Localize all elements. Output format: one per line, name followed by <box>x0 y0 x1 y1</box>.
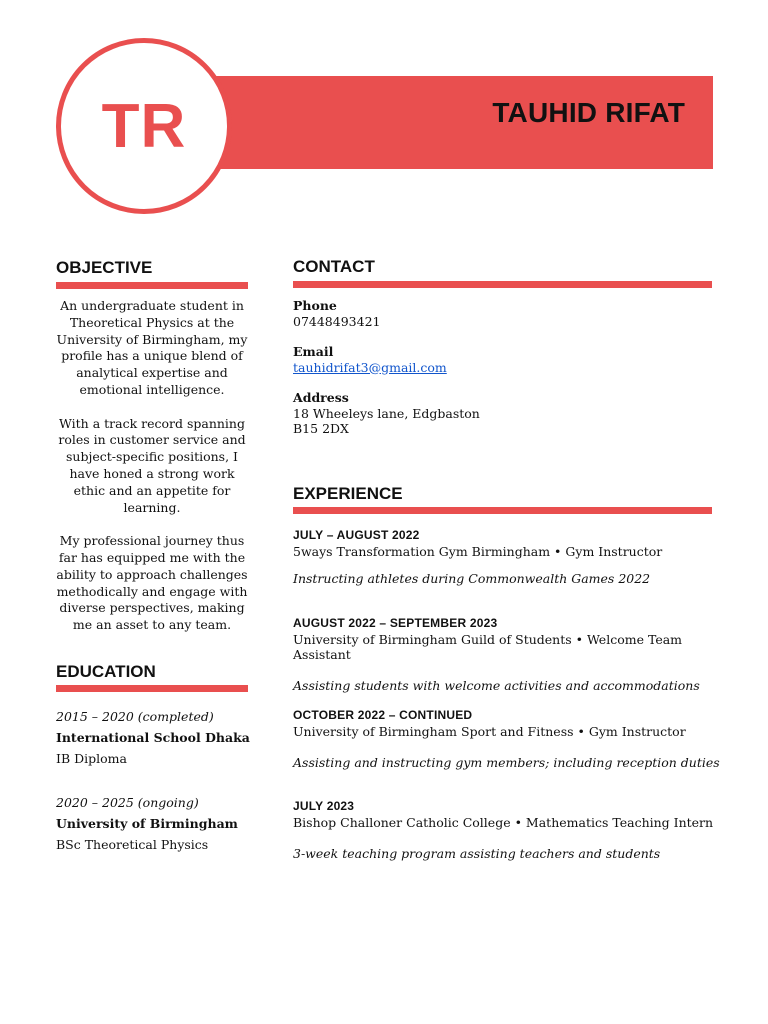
experience-role: Bishop Challoner Catholic College • Mathematics Teaching Intern <box>293 815 714 830</box>
experience-heading: EXPERIENCE <box>293 484 403 503</box>
full-name: TAUHID RIFAT <box>492 97 685 128</box>
contact-phone <box>293 298 713 329</box>
experience-rule <box>293 507 712 514</box>
contact-rule <box>293 281 712 288</box>
education-school: International School Dhaka <box>56 730 250 745</box>
email-label: Email <box>293 344 334 359</box>
experience-dates: JULY 2023 <box>293 799 355 813</box>
contact-email <box>293 344 713 375</box>
experience-description: Assisting students with welcome activities and accommodations <box>293 678 700 693</box>
education-rule <box>56 685 248 692</box>
objective-heading: OBJECTIVE <box>56 258 153 277</box>
email-link[interactable]: tauhidrifat3@gmail.com <box>293 359 447 375</box>
education-period: 2015 – 2020 (completed) <box>56 709 214 724</box>
education-heading: EDUCATION <box>56 662 156 681</box>
experience-description: 3-week teaching program assisting teachers and students <box>293 846 661 861</box>
monogram-badge <box>56 38 232 214</box>
experience-description: Instructing athletes during Commonwealth Games 2022 <box>293 571 651 586</box>
experience-dates: JULY – AUGUST 2022 <box>293 528 420 542</box>
objective-rule <box>56 282 248 289</box>
experience-role: 5ways Transformation Gym Birmingham • Gym Instructor <box>293 544 663 559</box>
experience-item <box>293 708 723 770</box>
contact-address <box>293 390 713 437</box>
phone-value: 07448493421 <box>293 313 381 329</box>
name-banner <box>200 76 713 169</box>
experience-dates: OCTOBER 2022 – CONTINUED <box>293 708 473 722</box>
experience-item <box>293 616 723 693</box>
objective-paragraph: An undergraduate student in Theoretical Physics at the University of Birmingham, my profile has a unique blend of analytical expertise and emotional intelligence. <box>56 298 248 397</box>
objective-paragraph: My professional journey thus far has equipped me with the ability to approach challenges methodically and engage with diverse perspectives, making me an asset to any team. <box>56 533 248 633</box>
education-school: University of Birmingham <box>56 816 238 831</box>
education-item <box>56 795 256 852</box>
objective-paragraph: With a track record spanning roles in customer service and subject-specific positions, I have honed a strong work ethic and an appetite for learning. <box>58 415 246 515</box>
education-period: 2020 – 2025 (ongoing) <box>56 795 199 810</box>
experience-item <box>293 528 723 586</box>
address-line: B15 2DX <box>293 421 349 436</box>
experience-role: University of Birmingham Sport and Fitness • Gym Instructor <box>293 724 686 739</box>
phone-label: Phone <box>293 298 337 313</box>
contact-heading: CONTACT <box>293 257 375 276</box>
contact-section <box>293 298 713 452</box>
objective-section <box>56 298 248 651</box>
education-degree: IB Diploma <box>56 751 127 766</box>
education-degree: BSc Theoretical Physics <box>56 837 209 852</box>
experience-dates: AUGUST 2022 – SEPTEMBER 2023 <box>293 616 498 630</box>
experience-description: Assisting and instructing gym members; including reception duties <box>293 755 720 770</box>
address-label: Address <box>293 390 349 405</box>
monogram-text: TR <box>101 91 187 161</box>
address-line: 18 Wheeleys lane, Edgbaston <box>293 405 480 421</box>
education-item <box>56 709 256 766</box>
experience-role: University of Birmingham Guild of Students • Welcome Team Assistant <box>293 632 683 662</box>
experience-item <box>293 799 723 861</box>
